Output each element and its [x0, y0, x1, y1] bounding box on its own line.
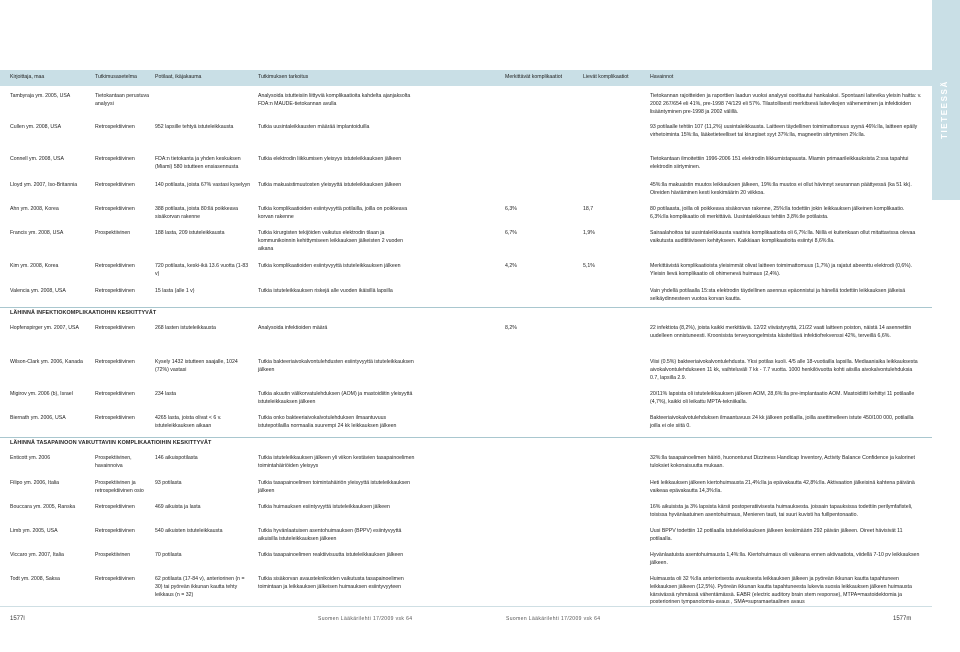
findings-cell: Viisi (0.5%) bakteeriaivokalvontulehdusta. Yksi potilas kuoli. 4/5 alle 18-vuotiailla lapsilla. Mediaaniaika leikkauksesta aivokalvontulehdukseen 11 kk, vaihteluväli 7 kk - 7.7 vuotta. 1000 henkilövuotta kohti aiisilla aivokalvontulehduksia 0.7, lapsilla 2.9. — [650, 359, 918, 381]
design-cell: Retrospektiivinen — [95, 325, 135, 331]
col-patients: Potilaat, ikäjakauma — [155, 74, 202, 80]
design-cell: Retrospektiivinen — [95, 263, 135, 269]
design-cell: Retrospektiivinen — [95, 359, 135, 365]
patients-cell: 469 aikuista ja lasta — [155, 504, 201, 510]
purpose-cell: Analysoida infektioiden määrä — [258, 325, 328, 331]
col-major: Merkittävät komplikaatiot — [505, 74, 563, 80]
findings-cell: 16% aikuisista ja 3% lapsista kärsii postoperatiivisesta huimauksesta. joissain tapauksissa todettiin perilymfafisteli, toisissa hyvänlaatuinen asentohuimaus, Menieren tauti, tai suuri kuvisti ha fuillpentonaatio. — [650, 504, 913, 518]
purpose-cell: Tutkia kirurgisten tekijöiden vaikutus elektrodin tilaan ja kommunikoinnin kehittymiseen leikkauksen jälkeisten 2 vuoden aikana — [258, 230, 404, 252]
author-cell: Filipo ym. 2006, Italia — [10, 480, 60, 486]
purpose-cell: Tutkia komplikaatioiden esiintyvyyttä istuteleikkauksen jälkeen — [258, 263, 401, 269]
journal-name-right: Suomen Lääkärilehti 17/2009 vsk 64 — [506, 616, 601, 622]
findings-cell: 93 potilaalle tehtiin 107 (11,2%) uusintaleikkausta. Laitteen täydellinen toimimattomuus syynä 46%:lla, laitteen epäily virhetoiminta 15%:lla, lääketieteelliset tai kirurgiset syyt 37%:lla, magneetin siirtyminen 2%:lla. — [650, 124, 918, 138]
patients-cell: 15 lasta (alle 1 v) — [155, 288, 195, 294]
major-complication-cell: 8,2% — [505, 325, 517, 331]
design-cell: Retrospektiivinen — [95, 415, 135, 421]
findings-cell: 22 infektiota (8,2%), joista kaikki merkittäviä. 12/22 viivästynyttä, 21/22 vaati laitteen poiston, näistä 14 asennettiin uudelleen onnistuneesti. Kroonisista terveysongelmista käsiteltävä infektiofrekvenssi 42%, terveillä 6,6%. — [650, 325, 912, 339]
findings-cell: Merkittävistä komplikaatioista yleisimmät olivat laitteen toimimattomuus (1,7%) ja rajatut abeenttu elektrodi (0,6%). Yleisin lievä komplikaatio oli ohimenevä huimaus (2,4%). — [650, 263, 913, 277]
design-cell: Retrospektiivinen — [95, 156, 135, 162]
minor-complication-cell: 18,7 — [583, 206, 594, 212]
section-divider — [0, 437, 932, 438]
section-heading: LÄHINNÄ INFEKTIOKOMPLIKAATIOIHIN KESKITTYVÄT — [10, 310, 157, 316]
col-minor: Lievät komplikaatiot — [583, 74, 629, 80]
author-cell: Valencia ym. 2008, USA — [10, 288, 66, 294]
findings-cell: Vain yhdellä potilaalla 15:sta elektrodin täydellinen asennus epäonnistui ja hänellä todettiin leikkauksen jälkeisä selkäydinnesteen vuotoa korvan kautta. — [650, 288, 906, 302]
findings-cell: Huimausta oli 32 %:lla anteriorisesta avauksesta leikkauksen jälkeen ja pyöreän ikkunan kautta tapahtuneen leikkauksen jälkeen (12,5%). Pyöreän ikkunan kautta tapahtuneesta lukevia suosia leikkauksen jälkeen huimausta kärsivässä ryhmässä vähentämässä. EABR (electric auditory brain stem response), MTPA=mastoidektomia ja posteriorinen tympanotomia-avaus , SMA=supramaetaalinen avaus — [650, 576, 912, 606]
author-cell: Wilson-Clark ym. 2006, Kanada — [10, 359, 83, 365]
col-findings: Havainnot — [650, 74, 674, 80]
purpose-cell: Tutkia hyvänlaatuisen asentohuimauksen (BPPV) esiintyvyyttä aikuisilla istuteleikkauksen jälkeen — [258, 528, 402, 542]
purpose-cell: Tutkia akuutin välikorvatulehduksen (AOM) ja mastoidiitin yleisyyttä istuteleikkauksen jälkeen — [258, 391, 413, 405]
purpose-cell: Tutkia uusintaleikkausten määrää implantoiduilla — [258, 124, 370, 130]
author-cell: Todt ym. 2008, Saksa — [10, 576, 60, 582]
author-cell: Cullen ym. 2008, USA — [10, 124, 62, 130]
purpose-cell: Tutkia makuaistimuutosten yleisyyttä istuteleikkauksen jälkeen — [258, 182, 402, 188]
findings-cell: Heti leikkauksen jälkeen kiertohuimausta 21,4%:lla ja epävakautta 42,8%:lla. Aktivaation jälkeisinä kahtena päivänä vaikeaa epävakautta 14,3%:lla. — [650, 480, 915, 494]
patients-cell: 140 potilasta, joista 67% vastasi kyselyyn — [155, 182, 251, 188]
author-cell: Hopfenspirger ym. 2007, USA — [10, 325, 79, 331]
author-cell: Ahn ym. 2008, Korea — [10, 206, 59, 212]
purpose-cell: Tutkia tasapainoelimen toimintahäiriön yleisyyttä istuteleikkauksen jälkeen — [258, 480, 411, 494]
patients-cell: Kysely 1432 istutteen saajalle, 1024 (72%) vastasi — [155, 359, 238, 373]
purpose-cell: Tutkia istuteleikkauksen jälkeen yli viikon kestävien tasapainoelimen toimintahäiriöiden yleisyys — [258, 455, 415, 469]
purpose-cell: Analysoida istutteisiin liittyviä komplikaatioita kahdelta ajanjaksolta FDA:n MAUDE-tietokannan avulla — [258, 93, 411, 107]
author-cell: Kim ym. 2008, Korea — [10, 263, 59, 269]
patients-cell: 540 aikuisten istuteleikkausta — [155, 528, 223, 534]
design-cell: Retrospektiivinen — [95, 576, 135, 582]
section-divider — [0, 307, 932, 308]
patients-cell: 720 potilasta, keski-ikä 13.6 vuotta (1-83 v) — [155, 263, 249, 277]
patients-cell: 4265 lasta, joista olivat < 6 v. istuteleikkauksen aikaan — [155, 415, 222, 429]
journal-name-left: Suomen Lääkärilehti 17/2009 vsk 64 — [318, 616, 413, 622]
author-cell: Tambyraja ym. 2005, USA — [10, 93, 71, 99]
patients-cell: FDA:n tietokanta ja yhden keskuksen (Miami) 580 istutteen ensiasennusta — [155, 156, 241, 170]
design-cell: Retrospektiivinen — [95, 504, 135, 510]
patients-cell: 93 potilasta — [155, 480, 182, 486]
findings-cell: Tietokantaan ilmoitettiin 1996-2006 151 elektrodin liikkumistapausta. Miamin primaarileikkauksista 2:ssa tapahtui elektrodin siirtyminen. — [650, 156, 909, 170]
purpose-cell: Tutkia istuteleikkauksen riskejä alle vuoden ikäisillä lapsilla — [258, 288, 393, 294]
section-heading: LÄHINNÄ TASAPAINOON VAIKUTTAVIIN KOMPLIKAATIOIHIN KESKITTYVÄT — [10, 440, 212, 446]
major-complication-cell: 6,7% — [505, 230, 517, 236]
major-complication-cell: 4,2% — [505, 263, 517, 269]
design-cell: Retrospektiivinen — [95, 288, 135, 294]
design-cell: Prospektiivinen, havainnoiva — [95, 455, 132, 469]
findings-cell: Tietokannan rajoitteiden ja raporttien laadun vuoksi analyysi osoittautui hankalaksi. Spontaani laitevika yleisin haitta: v. 2002 267/654 eli 41%, pre-1998 74/129 eli 57%. Tilastollisesti merkitsevä laitevikojen väheneminen ja infektioiden lisääntyminen pre-1998 ja 2002 välillä. — [650, 93, 922, 115]
footer-rule — [0, 606, 932, 607]
purpose-cell: Tutkia bakteeriaivokalvontulehdusten esiintyvyyttä istuteleikkauksen jälkeen — [258, 359, 414, 373]
findings-cell: Sairaalahoitoa tai uusintaleikkausta vaativia komplikaatioita oli 6,7%:lla. Niillä ei kuitenkaan ollut mitattavissa olevaa vaikutusta audititiiviseen kehitykseen. Kaikkiaan komplikaatioita esiintyi 8,6%:lla. — [650, 230, 916, 244]
findings-cell: Hyvänlaatuista asentohuimausta 1,4%:lla. Kiertohuimaus oli vaikeana ennen aktivaatiota, viidellä 7-10 pv leikkauksen jälkeen. — [650, 552, 920, 566]
design-cell: Tietokantaan perustuva analyysi — [95, 93, 150, 107]
findings-cell: Bakteeriaivokalvotulehduksen ilmaantuvuus 24 kk jälkeen potilailla, joilla asettimelleen istute 450/100 000, potilailla joilla ei ole siitä 0. — [650, 415, 914, 429]
findings-cell: 32%:lla tasapainoelimen häiriö, huonontunut Dizziness Handicap Inventory, Activity Balance Confidence ja kalorinet tuloksiet kokonaisuutta mukaan. — [650, 455, 915, 469]
major-complication-cell: 6,3% — [505, 206, 517, 212]
minor-complication-cell: 1,9% — [583, 230, 595, 236]
design-cell: Retrospektiivinen — [95, 182, 135, 188]
author-cell: Lloyd ym. 2007, Iso-Britannia — [10, 182, 78, 188]
purpose-cell: Tutkia komplikaatioiden esiintyvyyttä potilailla, joilla on poikkeava korvan rakenne — [258, 206, 408, 220]
design-cell: Retrospektiivinen — [95, 206, 135, 212]
author-cell: Biernath ym. 2006, USA — [10, 415, 66, 421]
col-design: Tutkimusasetelma — [95, 74, 137, 80]
table-header — [0, 70, 932, 86]
design-cell: Retrospektiivinen — [95, 124, 135, 130]
patients-cell: 268 lasten istuteleikkausta — [155, 325, 216, 331]
page-number-right: 1577m — [893, 616, 912, 622]
patients-cell: 952 lapsille tehtyä istuteleikkausta — [155, 124, 234, 130]
patients-cell: 388 potilasta, joista 80:llä poikkeava sisäkorvan rakenne — [155, 206, 239, 220]
author-cell: Enticott ym. 2006 — [10, 455, 51, 461]
author-cell: Bouccara ym. 2005, Ranska — [10, 504, 76, 510]
purpose-cell: Tutkia sisäkorvan avausteknikoiden vaikutusta tasapainoelimen toimintaan ja leikkauksen jälkeisen huimauksen esiintyvyyteen — [258, 576, 404, 590]
author-cell: Limb ym. 2005, USA — [10, 528, 58, 534]
findings-cell: 80 potilaasta, joilla oli poikkeava sisäkorvan rakenne, 25%:lla todettiin jokin leikkauksen jälkeinen komplikaatio. 6,3%:lla komplikaatio oli merkittävä. Uusintaleikkaus tehtiin 3,8%:lle potilaista. — [650, 206, 905, 220]
patients-cell: 234 lasta — [155, 391, 177, 397]
purpose-cell: Tutkia tasapainoelimen reaktiivisuutta istuteleikkauksen jälkeen — [258, 552, 404, 558]
minor-complication-cell: 5,1% — [583, 263, 595, 269]
findings-cell: Uusi BPPV todettiin 12 potilaalla istuteleikkauksen jälkeen keskimäärin 292 päivän jälkeen. Oireet hävisivät 11 potilaalla. — [650, 528, 903, 542]
purpose-cell: Tutkia elektrodin liikkumisen yleisyys istuteleikkauksen jälkeen — [258, 156, 402, 162]
purpose-cell: Tutkia onko bakteeriaivokalvotulehduksen ilmaantuvuus istutepotilailla normaalia suurempi 24 kk leikkauksen jälkeen — [258, 415, 397, 429]
section-label: TIETEESSÄ — [940, 80, 949, 140]
author-cell: Francis ym. 2008, USA — [10, 230, 64, 236]
design-cell: Retrospektiivinen — [95, 391, 135, 397]
design-cell: Prospektiivinen — [95, 552, 131, 558]
design-cell: Prospektiivinen — [95, 230, 131, 236]
findings-cell: 45%:lla makuaistin muutos leikkauksen jälkeen, 19%:lla muutos ei ollut hävinnyt seurannan päättyessä (ka 51 kk). Oireiden häviäminen kesti keskimäärin 20 viikkoa. — [650, 182, 912, 196]
author-cell: Viccaro ym. 2007, Italia — [10, 552, 64, 558]
findings-cell: 20/11% lapsista oli istuteleikkauksen jälkeen AOM, 28,6%:lla pre-implantaatio AOM. Mastoidiitti kehittyi 11 potilaalle (4,7%), kaikki oli leikattu MPTA-tekniikalla. — [650, 391, 915, 405]
col-author: Kirjoittaja, maa — [10, 74, 45, 80]
patients-cell: 62 potilasta (17-84 v), anteriorinen (n = 30) tai pyöreän ikkunan kautta tehty leikkaus (n = 32) — [155, 576, 245, 598]
purpose-cell: Tutkia huimauksen esiintyvyyttä istuteleikkauksen jälkeen — [258, 504, 390, 510]
page-number-left: 1577l — [10, 616, 25, 622]
patients-cell: 188 lasta, 209 istuteleikkausta — [155, 230, 225, 236]
patients-cell: 70 potilasta — [155, 552, 182, 558]
design-cell: Prospektiivinen ja retrospektiivinen osio — [95, 480, 144, 494]
design-cell: Retrospektiivinen — [95, 528, 135, 534]
author-cell: Migirov ym. 2006 (b), Israel — [10, 391, 73, 397]
col-purpose: Tutkimuksen tarkoitus — [258, 74, 309, 80]
author-cell: Connell ym. 2008, USA — [10, 156, 64, 162]
patients-cell: 146 aikuispotilasta — [155, 455, 198, 461]
